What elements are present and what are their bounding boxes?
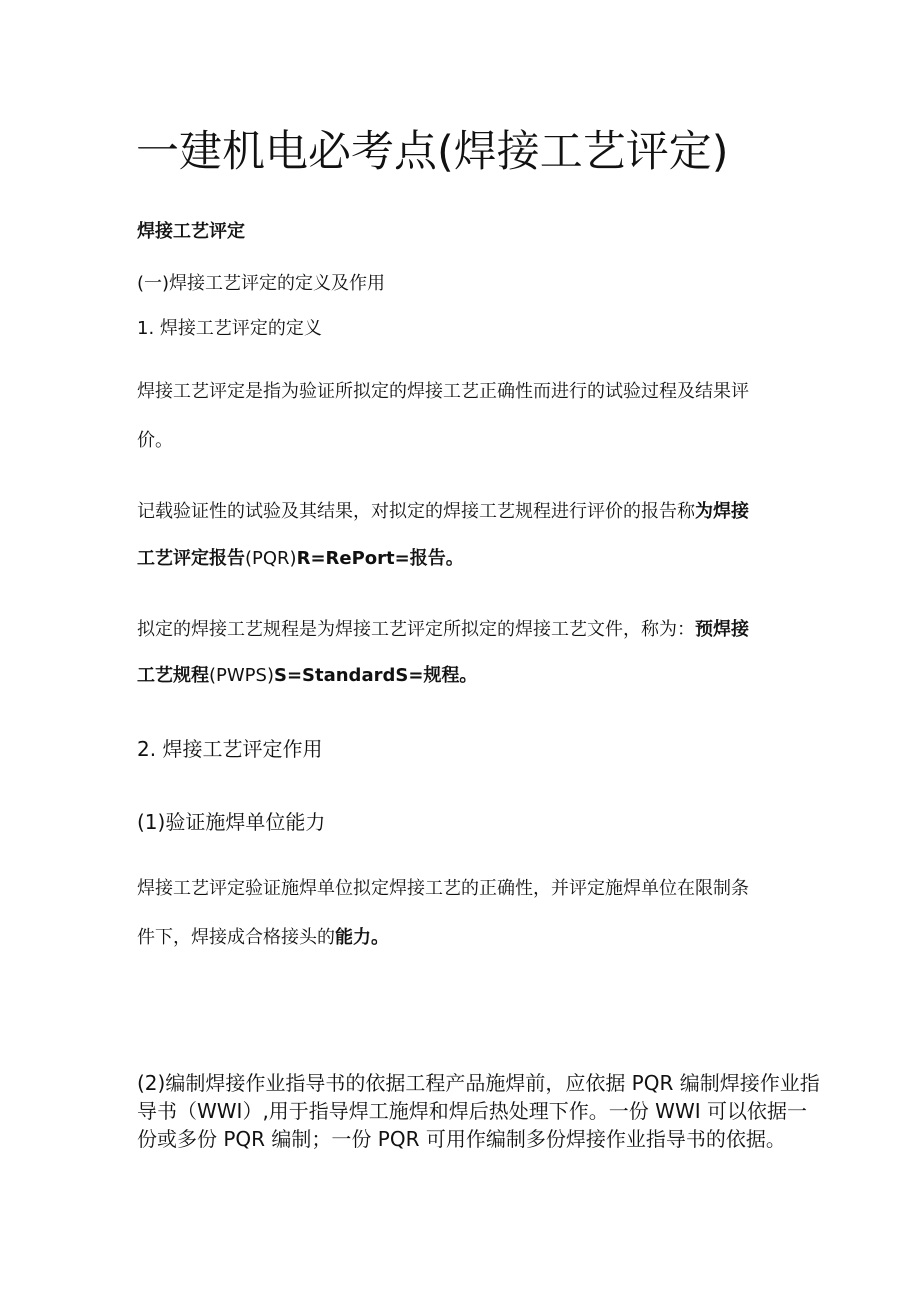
paragraph-line: 导书（WWI）,用于指导焊工施焊和焊后热处理下作。一份 WWI 可以依据一 — [137, 1099, 807, 1123]
text-span: (PQR) — [245, 548, 297, 569]
bold-text: 为焊接 — [695, 501, 749, 522]
paragraph-line: 焊接工艺评定是指为验证所拟定的焊接工艺正确性而进行的试验过程及结果评 — [137, 381, 749, 402]
paragraph-line — [137, 618, 749, 642]
paragraph-line: 份或多份 PQR 编制；一份 PQR 可用作编制多份焊接作业指导书的依据。 — [137, 1127, 786, 1151]
bold-text: 工艺评定报告 — [137, 548, 245, 569]
paragraph-line — [137, 664, 477, 688]
paragraph-line — [137, 500, 749, 524]
text-span: (PWPS) — [209, 665, 274, 686]
page-title: 一建机电必考点(焊接工艺评定) — [136, 127, 729, 177]
bold-text: 预焊接 — [695, 619, 749, 640]
paragraph-line: 焊接工艺评定验证施焊单位拟定焊接工艺的正确性，并评定施焊单位在限制条 — [137, 878, 749, 899]
item-heading: 1. 焊接工艺评定的定义 — [137, 318, 322, 339]
section-heading: 焊接工艺评定 — [137, 221, 245, 242]
sub-heading: (1)验证施焊单位能力 — [137, 810, 326, 834]
bold-text: R=RePort=报告。 — [296, 548, 464, 569]
section-title: (一)焊接工艺评定的定义及作用 — [137, 273, 386, 294]
paragraph-line — [137, 926, 389, 950]
bold-text: S=StandardS=规程。 — [273, 665, 478, 686]
text-span: 拟定的焊接工艺规程是为焊接工艺评定所拟定的焊接工艺文件，称为： — [137, 619, 695, 640]
bold-text: 工艺规程 — [137, 665, 209, 686]
paragraph-line: 价。 — [137, 430, 173, 451]
item-heading: 2. 焊接工艺评定作用 — [137, 737, 323, 761]
text-span: 件下，焊接成合格接头的 — [137, 927, 335, 948]
paragraph-line — [137, 547, 464, 571]
text-span: 记载验证性的试验及其结果，对拟定的焊接工艺规程进行评价的报告称 — [137, 501, 695, 522]
paragraph-line: (2)编制焊接作业指导书的依据工程产品施焊前，应依据 PQR 编制焊接作业指 — [137, 1071, 820, 1095]
bold-text: 能力。 — [335, 927, 389, 948]
